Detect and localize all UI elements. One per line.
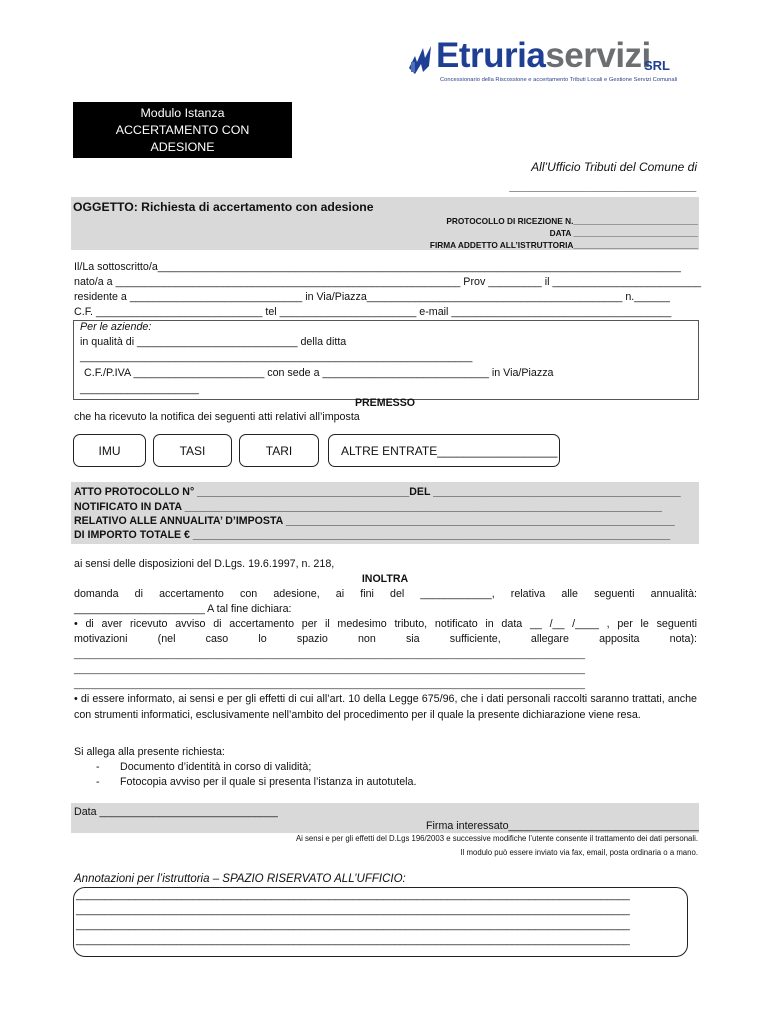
recipient-block [510,158,697,196]
allegato-1-text: Documento d’identità in corso di validità; [120,761,312,773]
privacy-paragraph: • di essere informato, ai sensi e per gli effetti di cui all’art. 10 della Legge 675/96, che i dati personali raccolti saranno trattati, anche con strumenti informatici, esclusivamente nell’ambito del procedimento per il quale la presente dichiarazione viene resa. [74,693,697,721]
data-field[interactable]: Data ______________________________ [74,806,278,818]
ditta-field[interactable]: __________________________________________________________________ [80,351,473,363]
allega-heading: Si allega alla presente richiesta: [74,746,225,758]
title-line-2: ACCERTAMENTO CON [115,123,250,137]
domanda-line-2: ______________________ A tal fine dichiara: [74,603,292,615]
annotazioni-line-4[interactable]: ______________________________________________________________________________________________ [76,934,630,946]
sottoscritto-field[interactable]: Il/La sottoscritto/a________________________________________________________________________________________ [74,261,681,273]
annotazioni-line-1[interactable]: ______________________________________________________________________________________________ [76,889,630,901]
title-line-1: Modulo Istanza [140,106,225,120]
atto-notificato-field[interactable]: NOTIFICATO IN DATA _________________________________________________________________________________ [74,501,662,513]
annotazioni-line-3[interactable]: ______________________________________________________________________________________________ [76,919,630,931]
atto-importo-field[interactable]: DI IMPORTO TOTALE € _________________________________________________________________________________ [74,529,671,541]
oggetto-label: OGGETTO: Richiesta di accertamento con adesione [73,200,374,214]
option-tari[interactable]: TARI [239,434,319,467]
allegato-2-text: Fotocopia avviso per il quale si presenta l’istanza in autotutela. [120,776,417,788]
protocol-date-field[interactable]: DATA ___________________________ [549,228,698,238]
residenza-field[interactable]: residente a _____________________________ in Via/Piazza___________________________________________ n.______ [74,291,670,303]
domanda-line-1: domanda di accertamento con adesione, ai fini del ____________, relativa alle seguenti annualità: [74,588,697,600]
allegato-2: - Fotocopia avviso per il quale si presenta l’istanza in autotutela. [96,776,417,788]
recipient-line-1: All’Ufficio Tributi del Comune di [531,160,697,174]
motivazioni-line-1[interactable]: ____________________________________________________________________________________________________ [74,649,585,659]
bullet-1-line-1: • di aver ricevuto avviso di accertamento per il medesimo tributo, notificato in data __ /__ /____ , per le seguenti [74,618,697,630]
atto-protocollo-field[interactable]: ATTO PROTOCOLLO N° ____________________________________DEL __________________________________________ [74,486,681,498]
aziende-label: Per le aziende: [80,321,152,333]
motivazioni-line-3[interactable]: ____________________________________________________________________________________________________ [74,679,585,689]
via-piazza-field[interactable]: ____________________ [80,383,199,395]
protocol-signature-field[interactable]: FIRMA ADDETTO ALL’ISTRUTTORIA___________________________ [429,240,698,250]
inoltra-heading: INOLTRA [361,573,409,585]
logo-wordmark [436,36,651,76]
option-imu[interactable]: IMU [73,434,146,467]
atto-annualita-field[interactable]: RELATIVO ALLE ANNUALITA’ D’IMPOSTA __________________________________________________________________ [74,515,675,527]
logo-srl: SRL [644,58,670,73]
qualita-field[interactable]: in qualità di ___________________________ della ditta [80,336,347,348]
title-line-3: ADESIONE [150,140,215,154]
firma-field[interactable]: Firma interessato________________________________ [426,820,699,832]
motivazioni-line-2[interactable]: ____________________________________________________________________________________________________ [74,664,585,674]
option-tasi[interactable]: TASI [153,434,232,467]
protocol-number-field[interactable]: PROTOCOLLO DI RICEZIONE N.___________________________ [446,216,698,226]
logo-part-1: Etruria [436,36,546,75]
invio-note: Il modulo può essere inviato via fax, email, posta ordinaria o a mano. [460,848,698,857]
annotazioni-title: Annotazioni per l’istruttoria – SPAZIO RISERVATO ALL’UFFICIO: [74,873,406,885]
logo-part-2: servizi [545,36,651,75]
bullet-1-line-2: motivazioni (nel caso lo spazio non sia sufficiente, allegare apposita nota): [74,633,697,645]
premesso-heading: PREMESSO [354,397,416,409]
allegato-1: - Documento d’identità in corso di validità; [96,761,312,773]
legge-text: ai sensi delle disposizioni del D.Lgs. 19.6.1997, n. 218, [74,558,335,570]
contatti-field[interactable]: C.F. ____________________________ tel _______________________ e-mail _____________________________________ [74,306,672,318]
recipient-comune-field[interactable]: ____________________________ [510,179,697,193]
privacy-note: Ai sensi e per gli effetti del D.Lgs 196/2003 e successive modifiche l’utente consente il trattamento dei dati personali. [295,834,698,843]
nascita-field[interactable]: nato/a a __________________________________________________________ Prov _________ il _________________________ [74,276,702,288]
logo-emblem-icon [405,42,437,78]
form-title [73,102,292,158]
piva-sede-field[interactable]: C.F./P.IVA ______________________ con sede a ____________________________ in Via/Piazza [84,367,554,379]
option-altre-entrate[interactable]: ALTRE ENTRATE__________________ [328,434,560,467]
annotazioni-line-2[interactable]: ______________________________________________________________________________________________ [76,904,630,916]
logo-tagline: Concessionario della Riscossione e accertamento Tributi Locali e Gestione Servizi Comunali [440,77,678,83]
premesso-text: che ha ricevuto la notifica dei seguenti atti relativi all’imposta [74,411,360,423]
